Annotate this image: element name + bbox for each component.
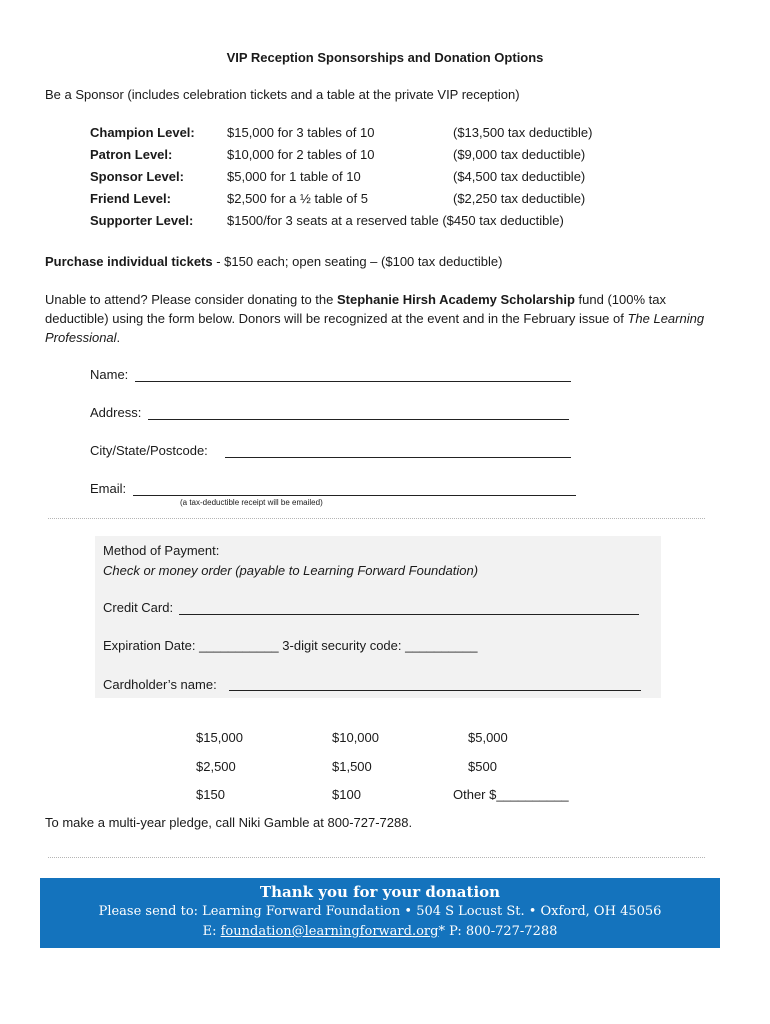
level-name: Patron Level:	[90, 147, 173, 162]
other-amount-label: Other $	[453, 787, 497, 802]
expiration-label: Expiration Date:	[103, 638, 196, 653]
pledge-note: To make a multi-year pledge, call Niki Gamble at 800-727-7288.	[45, 815, 413, 830]
payment-heading: Method of Payment:	[103, 543, 220, 558]
level-name: Champion Level:	[90, 125, 195, 140]
level-tax: ($2,250 tax deductible)	[453, 191, 586, 206]
name-label: Name:	[90, 367, 129, 382]
level-price: $10,000 for 2 tables of 10	[227, 147, 375, 162]
amount-option[interactable]: $500	[468, 759, 497, 774]
email-link[interactable]: foundation@learningforward.org	[220, 924, 439, 939]
contact-line	[40, 924, 720, 939]
expiration-row	[103, 638, 477, 653]
credit-card-field[interactable]	[179, 614, 639, 615]
email-label: Email:	[90, 481, 127, 496]
divider	[48, 518, 705, 519]
donate-paragraph	[45, 290, 715, 347]
level-name: Supporter Level:	[90, 213, 194, 228]
security-code-label: 3-digit security code:	[282, 638, 402, 653]
level-price: $5,000 for 1 table of 10	[227, 169, 361, 184]
email-prefix: E:	[202, 924, 221, 939]
amount-option[interactable]: $2,500	[196, 759, 236, 774]
level-tax: ($13,500 tax deductible)	[453, 125, 593, 140]
email-field[interactable]	[133, 495, 576, 496]
cardholder-field[interactable]	[229, 690, 641, 691]
publication-name: The Learning Professional	[45, 311, 705, 345]
security-code-field[interactable]: __________	[405, 638, 478, 653]
thank-you-heading: Thank you for your donation	[259, 883, 501, 901]
amount-option[interactable]: $15,000	[196, 730, 243, 745]
amount-option[interactable]: $10,000	[332, 730, 379, 745]
credit-card-label: Credit Card:	[103, 600, 174, 615]
check-option: Check or money order (payable to Learning Forward Foundation)	[103, 563, 479, 578]
level-price: $2,500 for a ½ table of 5	[227, 191, 368, 206]
level-price: $1500/for 3 seats at a reserved table ($450 tax deductible)	[227, 213, 564, 228]
donate-text: Unable to attend? Please consider donating to the	[45, 292, 337, 307]
amount-option[interactable]: $100	[332, 787, 361, 802]
level-tax: ($9,000 tax deductible)	[453, 147, 586, 162]
phone-number: * P: 800-727-7288	[438, 924, 558, 939]
level-price: $15,000 for 3 tables of 10	[227, 125, 375, 140]
donate-text: .	[116, 330, 121, 345]
cardholder-label: Cardholder’s name:	[103, 677, 217, 692]
amount-option[interactable]: $1,500	[332, 759, 372, 774]
amount-option[interactable]: $5,000	[468, 730, 508, 745]
city-label: City/State/Postcode:	[90, 443, 208, 458]
expiration-field[interactable]: ___________	[199, 638, 279, 653]
address-label: Address:	[90, 405, 142, 420]
city-field[interactable]	[225, 457, 571, 458]
payment-panel	[95, 536, 661, 698]
other-amount-field[interactable]: __________	[496, 787, 569, 802]
address-field[interactable]	[148, 419, 569, 420]
amount-option[interactable]: $150	[196, 787, 225, 802]
level-name: Sponsor Level:	[90, 169, 184, 184]
donate-text: fund (100% tax deductible) using the form below. Donors will be recognized at the event and in the February issue of	[45, 292, 666, 326]
receipt-note: (a tax-deductible receipt will be emailed)	[180, 498, 323, 507]
tickets-line	[45, 254, 502, 269]
tickets-label: Purchase individual tickets	[45, 254, 213, 269]
other-amount	[453, 787, 569, 802]
mailing-address: Please send to: Learning Forward Foundation • 504 S Locust St. • Oxford, OH 45056	[98, 904, 662, 919]
footer-banner	[40, 878, 720, 948]
name-field[interactable]	[135, 381, 571, 382]
page-title: VIP Reception Sponsorships and Donation Options	[226, 50, 544, 65]
level-name: Friend Level:	[90, 191, 171, 206]
fund-name: Stephanie Hirsh Academy Scholarship	[337, 292, 575, 307]
level-tax: ($4,500 tax deductible)	[453, 169, 586, 184]
sponsor-intro: Be a Sponsor (includes celebration tickets and a table at the private VIP reception)	[45, 87, 520, 102]
divider	[48, 857, 705, 858]
tickets-text: - $150 each; open seating – ($100 tax deductible)	[212, 254, 503, 269]
